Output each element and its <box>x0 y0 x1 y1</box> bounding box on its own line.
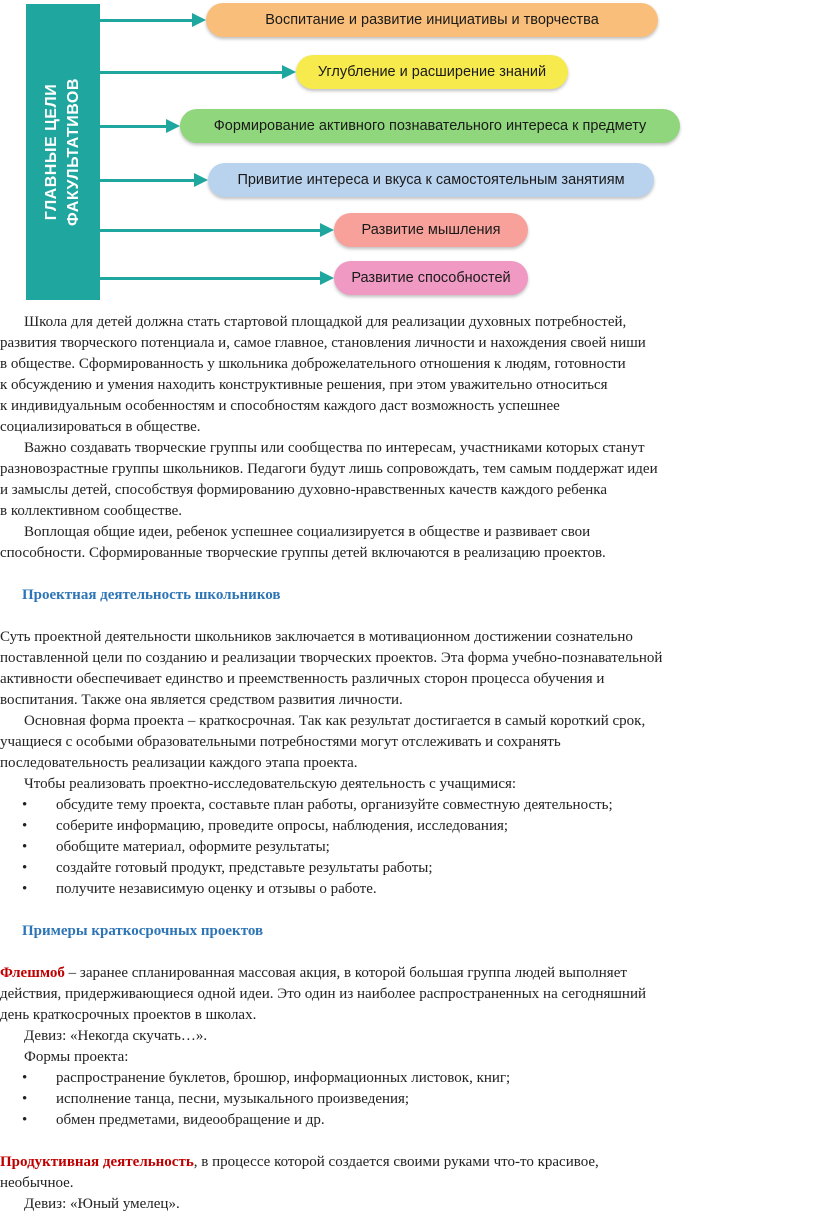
goal-arrow-3 <box>100 125 168 128</box>
productive-l1 <box>0 1152 816 1173</box>
goal-label-6: Развитие способностей <box>351 270 511 286</box>
document-body <box>0 312 816 1215</box>
section1-p2-l1: Основная форма проекта – краткосрочная. Так как результат достигается в самый короткий срок, <box>24 713 646 729</box>
section1-p2-l3: последовательность реализации каждого этапа проекта. <box>0 755 358 771</box>
goal-pill-6 <box>334 261 528 295</box>
goal-pill-2 <box>296 55 568 89</box>
goal-label-4: Привитие интереса и вкуса к самостоятельным занятиям <box>237 172 625 188</box>
productive-def: , в процессе которой создается своими руками что-то красивое, <box>193 1154 599 1170</box>
list-item: • исполнение танца, песни, музыкального произведения; <box>0 1089 816 1110</box>
intro-p1-l2: развития творческого потенциала и, самое главное, становления личности и нахождения своей ниши <box>0 335 646 351</box>
goals-diagram <box>0 0 816 305</box>
intro-p1-l5: к индивидуальным особенностям и способностям каждого даст возможность успешнее <box>0 398 560 414</box>
section1-heading: Проектная деятельность школьников <box>22 587 281 603</box>
goal-pill-3 <box>180 109 680 143</box>
forms-label: Формы проекта: <box>24 1049 129 1065</box>
goal-label-2: Углубление и расширение знаний <box>317 64 547 80</box>
goal-arrow-6 <box>100 277 322 280</box>
intro-p1-l1: Школа для детей должна стать стартовой площадкой для реализации духовных потребностей, <box>24 314 627 330</box>
section1-p3: Чтобы реализовать проектно-исследовательскую деятельность с учащимися: <box>24 776 517 792</box>
list-item: • обсудите тему проекта, составьте план работы, организуйте совместную деятельность; <box>0 795 816 816</box>
list-item: • обмен предметами, видеообращение и др. <box>0 1110 816 1131</box>
intro-p2-l1: Важно создавать творческие группы или сообщества по интересам, участниками которых станут <box>24 440 645 456</box>
forms-list <box>0 1068 816 1131</box>
intro-p2-l4: в коллективном сообществе. <box>0 503 183 519</box>
section1-p1-l4: воспитания. Также она является средством развития личности. <box>0 692 403 708</box>
goal-pill-1 <box>206 3 658 37</box>
goal-label-1: Воспитание и развитие инициативы и творчества <box>265 12 599 28</box>
productive-l2: необычное. <box>0 1175 74 1191</box>
goals-side-label-line1: ГЛАВНЫЕ ЦЕЛИ <box>43 83 60 221</box>
section1-p1-l3: активности обеспечивает единство и преемственность различных сторон процесса обучения и <box>0 671 605 687</box>
goals-side-bar <box>26 4 100 300</box>
list-item: • соберите информацию, проведите опросы, наблюдения, исследования; <box>0 816 816 837</box>
productive-motto: Девиз: «Юный умелец». <box>24 1196 180 1212</box>
intro-p2-l2: разновозрастные группы школьников. Педагоги будут лишь сопровождать, тем самым поддержат идеи <box>0 461 658 477</box>
intro-p3-l1: Воплощая общие идеи, ребенок успешнее социализируется в обществе и развивает свои <box>24 524 591 540</box>
section1-p1-l1: Суть проектной деятельности школьников заключается в мотивационном достижении сознательно <box>0 629 633 645</box>
goals-side-label <box>41 12 85 292</box>
flashmob-motto: Девиз: «Некогда скучать…». <box>24 1028 208 1044</box>
flashmob-def: – заранее спланированная массовая акция, в которой большая группа людей выполняет <box>64 965 627 981</box>
intro-p1-l4: к обсуждению и умения находить конструктивные решения, при этом уважительно относиться <box>0 377 608 393</box>
intro-p1-l3: в обществе. Сформированность у школьника доброжелательного отношения к людям, готовности <box>0 356 626 372</box>
productive-term: Продуктивная деятельность <box>0 1154 194 1170</box>
intro-p2-l3: и замыслы детей, способствуя формированию духовно-нравственных качеств каждого ребенка <box>0 482 607 498</box>
flashmob-l2: действия, придерживающиеся одной идеи. Это один из наиболее распространенных на сегодняшний <box>0 986 647 1002</box>
goal-pill-4 <box>208 163 654 197</box>
section2-heading: Примеры краткосрочных проектов <box>22 923 264 939</box>
section1-steps-list <box>0 795 816 900</box>
intro-p3-l2: способности. Сформированные творческие группы детей включаются в реализацию проектов. <box>0 545 606 561</box>
list-item: • распространение буклетов, брошюр, информационных листовок, книг; <box>0 1068 816 1089</box>
goal-arrow-2 <box>100 71 284 74</box>
flashmob-l1 <box>0 963 816 984</box>
list-item: • создайте готовый продукт, представьте результаты работы; <box>0 858 816 879</box>
section1-p1-l2: поставленной цели по созданию и реализации творческих проектов. Эта форма учебно-познавательной <box>0 650 663 666</box>
goals-side-label-line2: ФАКУЛЬТАТИВОВ <box>65 78 82 226</box>
goal-arrow-4 <box>100 179 196 182</box>
list-item: • получите независимую оценку и отзывы о работе. <box>0 879 816 900</box>
flashmob-term: Флешмоб <box>0 965 65 981</box>
goal-label-3: Формирование активного познавательного интереса к предмету <box>213 118 647 134</box>
flashmob-l3: день краткосрочных проектов в школах. <box>0 1007 257 1023</box>
goal-pill-5 <box>334 213 528 247</box>
goal-arrow-1 <box>100 19 194 22</box>
intro-p1-l6: социализироваться в обществе. <box>0 419 201 435</box>
section1-p2-l2: учащиеся с особыми образовательными потребностями могут отслеживать и сохранять <box>0 734 561 750</box>
goal-label-5: Развитие мышления <box>361 222 501 238</box>
list-item: • обобщите материал, оформите результаты; <box>0 837 816 858</box>
goal-arrow-5 <box>100 229 322 232</box>
